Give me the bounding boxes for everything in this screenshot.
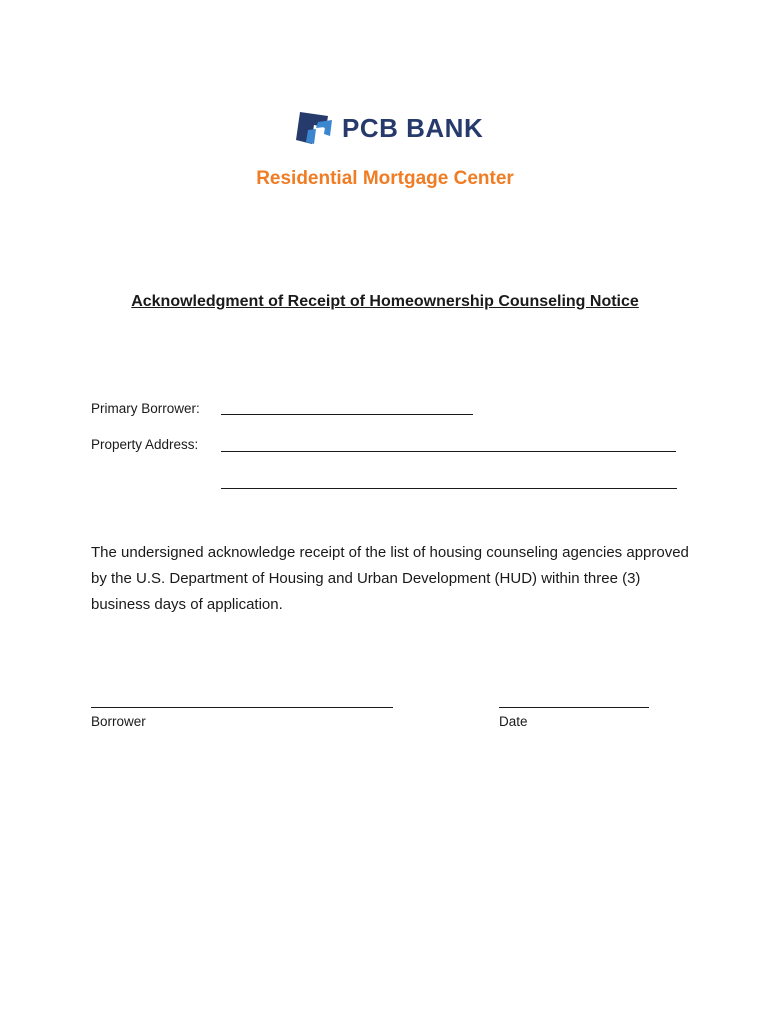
date-signature-line[interactable]	[499, 707, 649, 708]
primary-borrower-label: Primary Borrower:	[91, 401, 200, 416]
property-address-blank-line1[interactable]	[221, 451, 676, 452]
borrower-label: Borrower	[91, 714, 146, 729]
pcb-bank-logo	[294, 108, 483, 148]
primary-borrower-blank[interactable]	[221, 414, 473, 415]
logo-text: PCB BANK	[342, 113, 484, 143]
date-label: Date	[499, 714, 528, 729]
borrower-signature-line[interactable]	[91, 707, 393, 708]
acknowledgment-text: The undersigned acknowledge receipt of the list of housing counseling agencies approved by the U.S. Department of Housing and Urban Development (HUD) within three (3) business days of application.	[91, 544, 689, 613]
document-title: Acknowledgment of Receipt of Homeownership Counseling Notice	[131, 293, 639, 310]
property-address-label: Property Address:	[91, 437, 199, 452]
pcb-bank-logo-icon	[294, 108, 334, 148]
property-address-blank-line2[interactable]	[221, 488, 677, 489]
center-name: Residential Mortgage Center	[256, 168, 514, 189]
